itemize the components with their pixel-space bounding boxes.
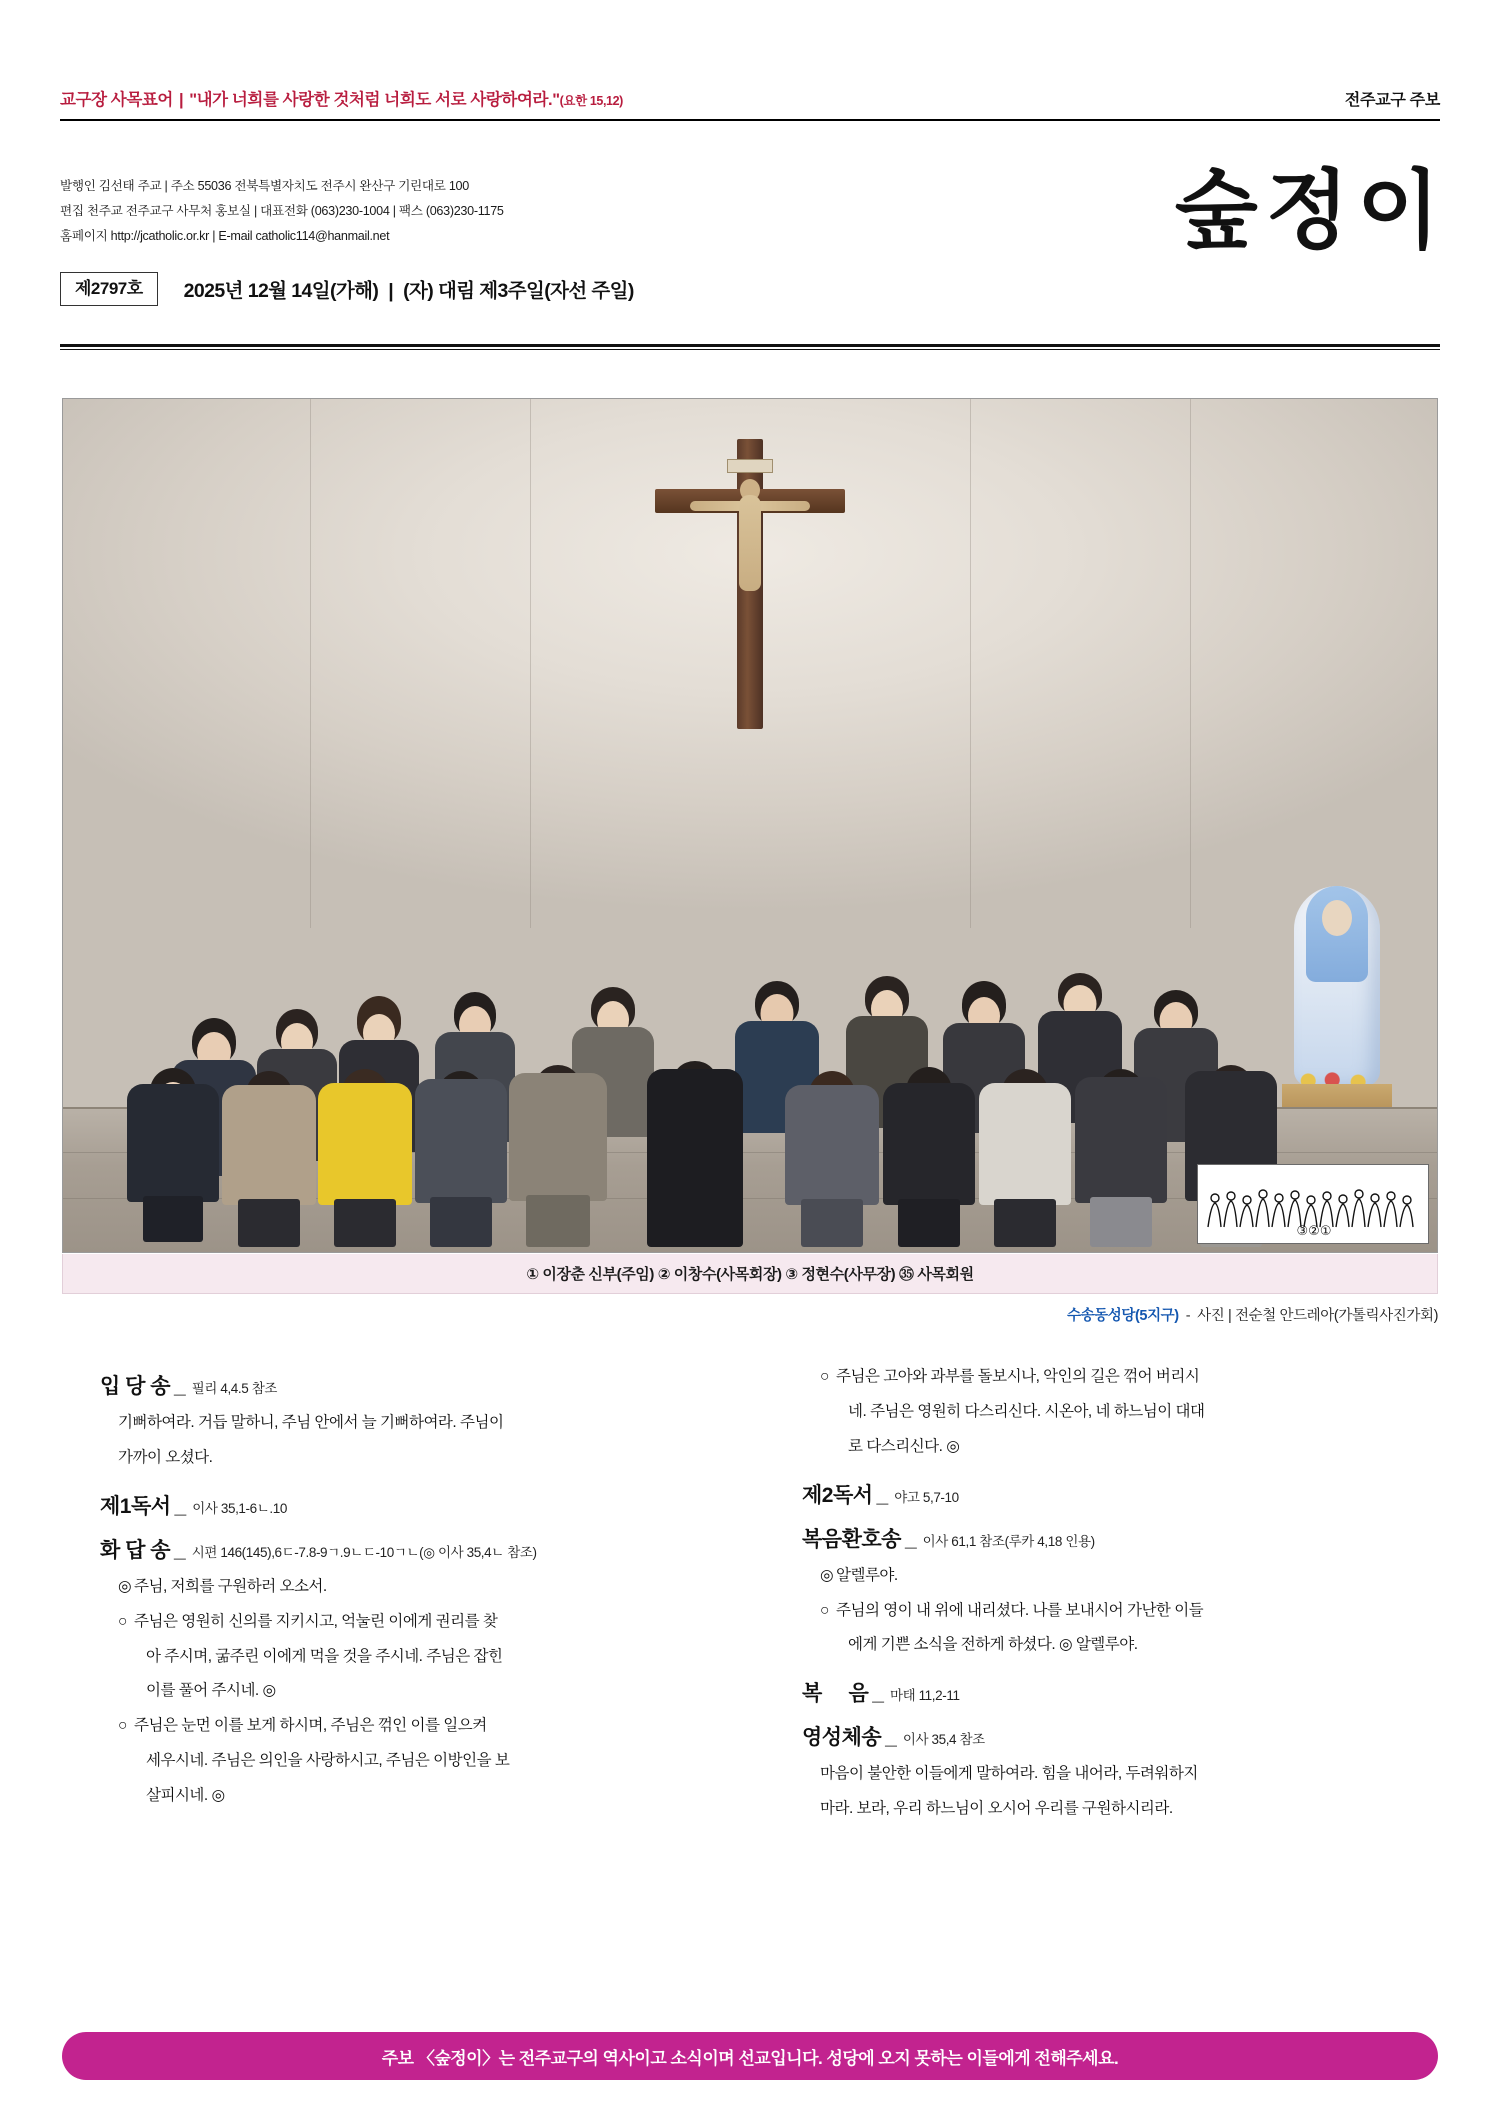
response-mark: ◎: [118, 1577, 132, 1595]
liturgy-entry: [100, 1534, 750, 1814]
credit-dash: -: [1185, 1308, 1191, 1324]
liturgy-label: 복음환호송: [802, 1527, 901, 1551]
liturgy-text-line: 네. 주님은 영원히 다스리신다. 시온아, 네 하느님이 대대: [848, 1402, 1205, 1420]
publisher-info: [60, 174, 880, 250]
parish-name: 수송동성당(5지구): [1066, 1308, 1179, 1324]
publisher-line-2: 편집 천주교 전주교구 사무처 홍보실 | 대표전화 (063)230-1004 | 팩스 (063)230-1175: [60, 204, 504, 219]
slogan-quote: "내가 너희를 사랑한 것처럼 너희도 서로 사랑하여라.": [189, 91, 560, 109]
issue-number: 제2797호: [60, 272, 158, 306]
liturgy-text-line: 기뻐하여라. 거듭 말하니, 주님 안에서 늘 기뻐하여라. 주님이: [118, 1414, 504, 1431]
liturgy-column-left: [100, 1356, 750, 1818]
slogan-citation: (요한 15,12): [559, 94, 623, 108]
liturgy-heading: [802, 1479, 1452, 1509]
response-mark: ◎: [820, 1566, 834, 1584]
bulletin-name-label: 전주교구 주보: [1344, 92, 1440, 109]
liturgy-label: 입 당 송: [100, 1375, 171, 1398]
slogan-label: 교구장 사목표어: [60, 91, 173, 109]
svg-text:③②①: ③②①: [1296, 1224, 1332, 1239]
liturgy-text: 주님, 저희를 구원하러 오소서.: [134, 1577, 327, 1595]
header-rule-thick: [60, 344, 1440, 347]
liturgy-entry: [802, 1479, 1452, 1509]
cover-photo: [62, 398, 1438, 1253]
slogan-separator: |: [178, 91, 184, 109]
liturgy-underscore: _: [876, 1483, 889, 1507]
issue-row: [60, 272, 634, 306]
liturgy-text-line: 마음이 불안한 이들에게 말하여라. 힘을 내어라, 두려워하지: [820, 1765, 1198, 1783]
issue-date-line: [184, 275, 634, 303]
liturgy-reference: 필리 4,4.5 참조: [191, 1381, 278, 1396]
header-rule-thin: [60, 349, 1440, 350]
liturgy-entry: [802, 1721, 1452, 1827]
photo-caption: ① 이장춘 신부(주임) ② 이창수(사목회장) ③ 정현수(사무장) ㉟ 사목회원: [62, 1254, 1438, 1294]
liturgy-column-right: [802, 1356, 1452, 1831]
liturgy-columns: [62, 1356, 1438, 2036]
liturgy-entry: [802, 1360, 1452, 1465]
liturgy-text-line: 아 주시며, 굶주린 이에게 먹을 것을 주시네. 주님은 잡힌: [146, 1647, 503, 1665]
liturgy-text-line: 이를 풀어 주시네. ◎: [146, 1682, 276, 1700]
liturgy-label: 제1독서: [100, 1494, 171, 1518]
liturgy-underscore: _: [904, 1527, 917, 1551]
liturgy-reference: 이사 35,1-6ㄴ.10: [192, 1500, 287, 1516]
liturgy-label: 영성체송: [802, 1726, 882, 1750]
liturgy-heading: [100, 1370, 750, 1400]
liturgy-text-line: 로 다스리신다. ◎: [848, 1437, 960, 1455]
liturgy-label: 제2독서: [802, 1483, 873, 1507]
liturgy-underscore: _: [885, 1726, 897, 1750]
liturgy-text-line: [802, 1360, 1452, 1395]
liturgy-text-line: [802, 1594, 1452, 1629]
liturgy-text-line: [100, 1570, 750, 1605]
photo-background: [63, 399, 1437, 1252]
crucifix-corpus-icon: [708, 477, 792, 627]
liturgy-underscore: _: [174, 1494, 187, 1518]
liturgy-label: 복 음: [802, 1682, 869, 1706]
publisher-line-1: 발행인 김선태 주교 | 주소 55036 전북특별자치도 전주시 완산구 기린대로 100: [60, 179, 469, 193]
response-mark: ○: [118, 1612, 127, 1630]
liturgy-entry: [100, 1490, 750, 1520]
liturgy-text: 주님은 영원히 신의를 지키시고, 억눌린 이에게 권리를 찾: [134, 1612, 498, 1630]
liturgy-text-line: [802, 1559, 1452, 1594]
liturgy-text-line: [100, 1709, 750, 1744]
liturgy-underscore: _: [174, 1538, 186, 1562]
liturgy-text-line: [100, 1605, 750, 1640]
issue-date: 2025년 12월 14일(가해): [183, 280, 379, 302]
liturgy-underscore: _: [174, 1375, 186, 1398]
liturgy-heading: [100, 1490, 750, 1520]
liturgy-text-line: 마라. 보라, 우리 하느님이 오시어 우리를 구원하시리라.: [820, 1800, 1173, 1818]
liturgy-reference: 시편 146(145),6ㄷ-7.8-9ㄱ.9ㄴㄷ-10ㄱㄴ(◎ 이사 35,4ㄴ 참조): [191, 1544, 537, 1560]
liturgy-text: 주님의 영이 내 위에 내리셨다. 나를 보내시어 가난한 이들: [836, 1601, 1204, 1619]
liturgy-text-line: 가까이 오셨다.: [118, 1448, 213, 1466]
issue-separator: |: [388, 280, 394, 302]
liturgy-entry: [802, 1677, 1452, 1707]
liturgy-text-line: 에게 기쁜 소식을 전하게 하셨다. ◎ 알렐루야.: [848, 1636, 1138, 1654]
response-mark: ○: [820, 1368, 829, 1385]
liturgy-underscore: _: [872, 1682, 884, 1706]
photo-credit-line: [1067, 1304, 1438, 1325]
liturgy-heading: [802, 1523, 1452, 1553]
liturgy-entry: [100, 1370, 750, 1476]
key-figures-icon: [1198, 1165, 1429, 1244]
photo-key-diagram: [1197, 1164, 1429, 1244]
diocese-slogan: [60, 86, 623, 110]
photographer-credit: 사진 | 전순철 안드레아(가톨릭사진가회): [1197, 1308, 1438, 1324]
response-mark: ○: [118, 1717, 127, 1735]
response-mark: ○: [820, 1601, 829, 1619]
liturgy-reference: 마태 11,2-11: [889, 1688, 960, 1704]
liturgy-reference: 이사 61,1 참조(루카 4,18 인용): [922, 1533, 1095, 1549]
liturgy-text: 알렐루야.: [836, 1566, 898, 1584]
liturgy-reference: 이사 35,4 참조: [902, 1732, 985, 1748]
liturgy-heading: [100, 1534, 750, 1564]
liturgy-text-line: 살피시네. ◎: [146, 1787, 225, 1804]
slogan-row: [60, 86, 1440, 121]
liturgy-entry: [802, 1523, 1452, 1664]
liturgy-heading: [802, 1677, 1452, 1707]
liturgy-text: 주님은 고아와 과부를 돌보시나, 악인의 길은 꺾어 버리시: [836, 1368, 1200, 1385]
liturgy-label: 화 답 송: [100, 1538, 171, 1562]
liturgy-heading: [802, 1721, 1452, 1751]
liturgy-text-line: 세우시네. 주님은 의인을 사랑하시고, 주님은 이방인을 보: [146, 1752, 510, 1770]
liturgy-reference: 야고 5,7-10: [894, 1489, 959, 1505]
issue-liturgical-day: (자) 대림 제3주일(자선 주일): [403, 280, 634, 302]
publisher-line-3: 홈페이지 http://jcatholic.or.kr | E-mail catholic114@hanmail.net: [60, 229, 390, 244]
nameplate-logo: [1048, 160, 1448, 278]
masthead: [60, 86, 1440, 121]
liturgy-text: 주님은 눈먼 이를 보게 하시며, 주님은 꺾인 이를 일으켜: [134, 1717, 487, 1735]
footer-banner: 주보 〈숲정이〉는 전주교구의 역사이고 소식이며 선교입니다. 성당에 오지 못하는 이들에게 전해주세요.: [62, 2032, 1438, 2080]
nameplate-title: 숲정이: [1174, 160, 1448, 261]
